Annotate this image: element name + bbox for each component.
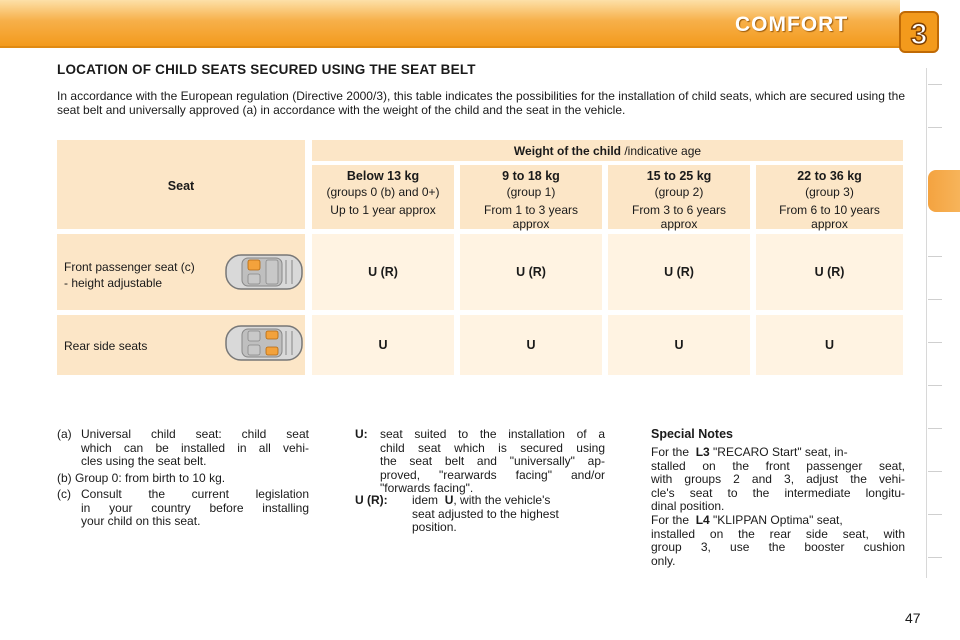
installation-value: U (526, 338, 536, 352)
tab-marker (928, 514, 942, 515)
tab-marker (928, 127, 942, 128)
legend-text: "forwards facing". (380, 481, 474, 495)
installation-cell (460, 315, 602, 375)
footnote-text: cles using the seat belt. (81, 454, 207, 468)
special-note-text: cle's seat to the intermediate longitu- (651, 485, 905, 500)
weight-range: 15 to 25 kg (646, 169, 712, 183)
legend-text: proved, "rearwards facing" and/or (380, 467, 605, 482)
age-label: From 3 to 6 years approx (631, 203, 727, 231)
tab-marker (928, 256, 942, 257)
special-note-text: For the (651, 445, 690, 459)
installation-value: U (674, 338, 684, 352)
special-note-text: For the (651, 513, 690, 527)
special-note-text: only. (651, 553, 676, 568)
group-label: (group 3) (805, 185, 854, 199)
footnote-text: in your country before installing (81, 500, 309, 515)
weight-column-header (756, 165, 903, 229)
seat-column-header (57, 140, 305, 229)
footnote-text: Consult the current legislation (81, 487, 309, 501)
model-code: L4 (695, 513, 710, 527)
legend-u-tag: U: (355, 427, 368, 441)
weight-header (312, 140, 903, 161)
chapter-number-badge (898, 10, 940, 54)
weight-header-rest: /indicative age (621, 144, 702, 158)
tab-marker (928, 471, 942, 472)
tab-marker (928, 428, 942, 429)
installation-cell (608, 234, 750, 310)
chapter-title: COMFORT (735, 13, 849, 36)
special-note-text: dinal position. (651, 499, 725, 513)
legend-text: seat suited to the installation of a (380, 427, 605, 441)
legend-text: , with the vehicle's (453, 493, 551, 507)
installation-cell (312, 234, 454, 310)
installation-cell (312, 315, 454, 375)
header-band-line (0, 46, 905, 48)
age-label: From 6 to 10 years approx (779, 203, 880, 231)
footnote-c (57, 488, 309, 530)
car-front-seat-icon (224, 252, 304, 292)
car-rear-seat-icon (224, 323, 304, 363)
legend-ur-u: U (444, 493, 454, 507)
special-note-text: stalled on the front passenger seat, (651, 458, 905, 473)
weight-column-header (608, 165, 750, 229)
special-note-text: group 3, use the booster cushion (651, 540, 905, 554)
installation-value: U (824, 338, 835, 352)
chapter-tab-rail (926, 68, 960, 578)
seat-name: Rear side seats (64, 339, 148, 353)
seat-name: Front passenger seat (c) (64, 260, 195, 274)
weight-header-bold: Weight of the child (513, 144, 622, 158)
age-label: From 1 to 3 years approx (483, 203, 579, 231)
active-chapter-tab[interactable] (928, 170, 960, 212)
legend-ur (355, 494, 605, 536)
model-code: L3 (695, 445, 710, 459)
installation-value: U (R) (814, 265, 845, 279)
weight-range: 22 to 36 kg (797, 169, 862, 183)
tab-marker (928, 342, 942, 343)
footnote-text: your child on this seat. (81, 514, 201, 528)
intro-paragraph: In accordance with the European regulation (Directive 2000/3), this table indicates the possibilities for the installation of child seats, which are secured using the seat belt and universally approved (a) in accordance with the weight of the child and the seat in the vehicle. (57, 89, 905, 117)
group-label: (groups 0 (b) and 0+) (326, 185, 440, 199)
installation-cell (756, 315, 903, 375)
chapter-number: 3 (910, 18, 928, 51)
legend-text: child seat which is secured using (380, 440, 605, 455)
special-note-l3 (651, 446, 905, 516)
footnote-text: (b) Group 0: from birth to 10 kg. (57, 471, 226, 485)
tab-marker (928, 84, 942, 85)
tab-marker (928, 299, 942, 300)
tab-marker (928, 385, 942, 386)
group-label: (group 1) (506, 185, 556, 199)
weight-column-header (312, 165, 454, 229)
weight-range: 9 to 18 kg (502, 169, 560, 183)
special-note-text: with groups 2 and 3, adjust the vehi- (651, 472, 905, 486)
footnote-a (57, 428, 309, 470)
section-title: LOCATION OF CHILD SEATS SECURED USING THE SEAT BELT (57, 62, 476, 77)
footnote-marker: (c) (57, 487, 71, 501)
installation-value: U (R) (664, 265, 694, 279)
legend-ur-tag: U (R): (355, 493, 388, 507)
footnote-text: which can be installed in all vehi- (81, 440, 309, 455)
special-notes-title: Special Notes (651, 427, 733, 441)
group-label: (group 2) (654, 185, 704, 199)
footnote-b (57, 472, 309, 486)
installation-value: U (R) (516, 265, 546, 279)
installation-value: U (378, 338, 388, 352)
legend-text: idem (412, 493, 439, 507)
seat-header-label: Seat (167, 179, 195, 193)
page-number: 47 (905, 610, 921, 626)
special-note-text: "RECARO Start" seat, in- (709, 445, 848, 459)
tab-marker (928, 557, 942, 558)
installation-cell (460, 234, 602, 310)
special-note-text: "KLIPPAN Optima" seat, (709, 513, 843, 527)
legend-text: the seat belt and "universally" ap- (380, 454, 605, 468)
weight-column-header (460, 165, 602, 229)
installation-cell (756, 234, 903, 310)
weight-range: Below 13 kg (346, 169, 420, 183)
footnote-marker: (a) (57, 427, 72, 441)
seat-note: - height adjustable (64, 276, 163, 290)
legend-u (355, 428, 605, 498)
footnote-text: Universal child seat: child seat (81, 427, 309, 441)
legend-text: seat adjusted to the highest (412, 506, 559, 521)
special-note-first-line (651, 446, 905, 460)
age-label: Up to 1 year approx (330, 203, 436, 217)
installation-value: U (R) (368, 265, 398, 279)
legend-text: position. (412, 520, 457, 534)
installation-cell (608, 315, 750, 375)
legend-ur-first-line (412, 494, 605, 508)
special-note-first-line (651, 514, 905, 528)
special-note-l4 (651, 514, 905, 570)
special-note-text: installed on the rear side seat, with (651, 526, 905, 541)
